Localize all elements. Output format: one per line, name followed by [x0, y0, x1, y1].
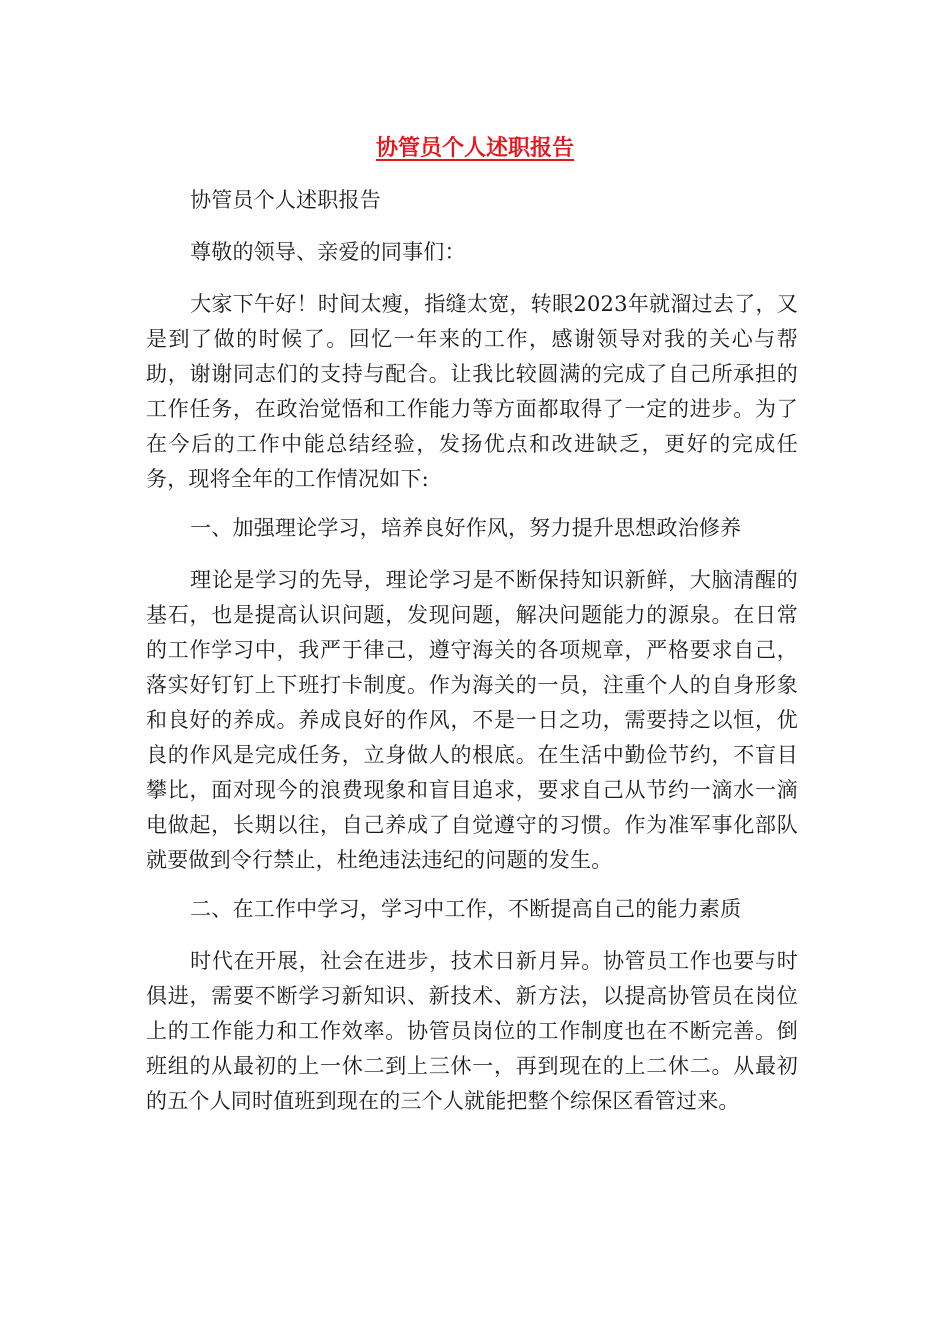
section-heading-2: 二、在工作中学习，学习中工作，不断提高自己的能力素质 [190, 897, 742, 921]
section-1-paragraph: 理论是学习的先导，理论学习是不断保持知识新鲜，大脑清醒的基石，也是提高认识问题，发现问题，解决问题能力的源泉。在日常的工作学习中，我严于律己，遵守海关的各项规章，严格要求自己，落实好钉钉上下班打卡制度。作为海关的一员，注重个人的自身形象和良好的养成。养成良好的作风，不是一日之功，需要持之以恒，优良的作风是完成任务，立身做人的根底。在生活中勤俭节约，不盲目攀比，面对现今的浪费现象和盲目追求，要求自己从节约一滴水一滴电做起，长期以往，自己养成了自觉遵守的习惯。作为准军事化部队就要做到令行禁止，杜绝违法违纪的问题的发生。 [146, 568, 798, 872]
document-body [146, 183, 798, 1133]
section-heading-1: 一、加强理论学习，培养良好作风，努力提升思想政治修养 [190, 516, 742, 540]
subtitle-paragraph: 协管员个人述职报告 [190, 188, 381, 212]
document-title: 协管员个人述职报告 [375, 136, 574, 161]
section-2-paragraph: 时代在开展，社会在进步，技术日新月异。协管员工作也要与时俱进，需要不断学习新知识、新技术、新方法，以提高协管员在岗位上的工作能力和工作效率。协管员岗位的工作制度也在不断完善。倒班组的从最初的上一休二到上三休一，再到现在的上二休二。从最初的五个人同时值班到现在的三个人就能把整个综保区看管过来。 [146, 949, 798, 1113]
salutation-paragraph: 尊敬的领导、亲爱的同事们： [190, 240, 466, 264]
intro-paragraph: 大家下午好！时间太瘦，指缝太宽，转眼2023年就溜过去了，又是到了做的时候了。回忆一年来的工作，感谢领导对我的关心与帮助，谢谢同志们的支持与配合。让我比较圆满的完成了自己所承担的工作任务，在政治觉悟和工作能力等方面都取得了一定的进步。为了在今后的工作中能总结经验，发扬优点和改进缺乏，更好的完成任务，现将全年的工作情况如下: [146, 292, 798, 491]
